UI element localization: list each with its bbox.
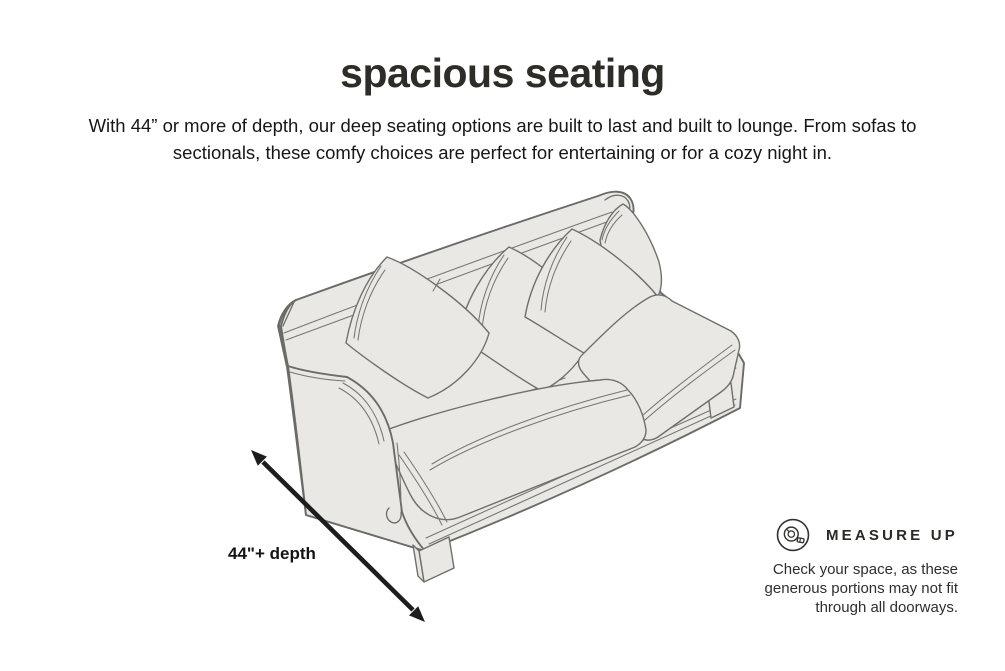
measure-up-header bbox=[744, 516, 958, 554]
tape-measure-icon bbox=[774, 516, 812, 554]
measure-up-heading: MEASURE UP bbox=[825, 526, 958, 544]
measure-up-callout bbox=[744, 516, 958, 617]
measure-up-note: Check your space, as these generous portions may not fit through all doorways. bbox=[764, 561, 958, 616]
depth-dimension-label: 44"+ depth bbox=[228, 544, 316, 563]
page-title: spacious seating bbox=[340, 50, 665, 96]
intro-text: With 44” or more of depth, our deep seating options are built to last and built to lounge. From sofas to sectionals, these comfy choices are perfect for entertaining or for a cozy night in. bbox=[88, 115, 917, 163]
